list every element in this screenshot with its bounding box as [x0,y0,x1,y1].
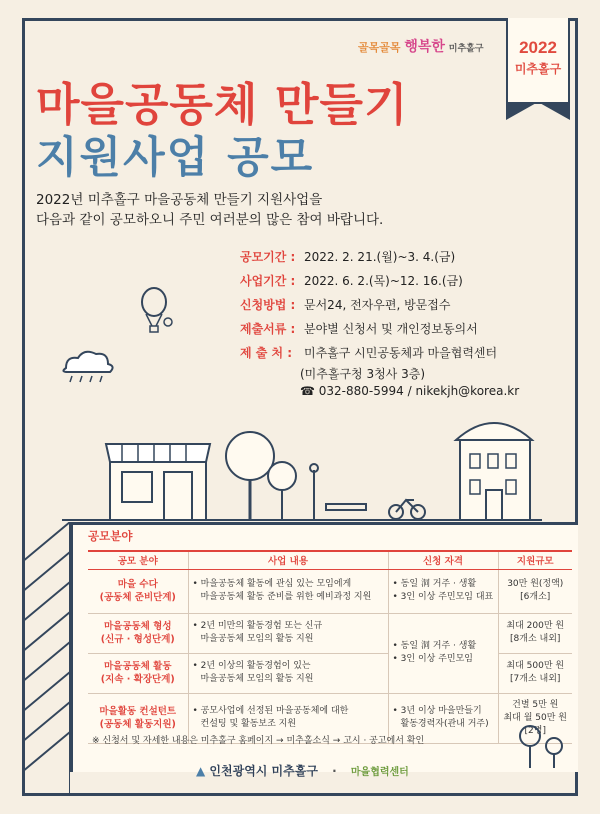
field-stage: (지속 · 확장단계) [100,674,175,685]
field-name: 마을공동체 형성 [103,621,172,632]
slogan-part2: 행복한 [404,39,445,55]
application-table [88,550,572,744]
plant-icon [510,712,570,772]
scale-line: [2명] [524,725,546,736]
info-row-period [240,244,560,268]
note-text: ※ 신청서 및 자세한 내용은 미추홀구 홈페이지 → 미추홀소식 → 고시 · 공고에서 확인 [92,736,425,746]
section-title: 공모분야 [88,529,133,543]
badge-year: 2022 [519,38,557,57]
content-cell [188,653,388,693]
footer [196,762,456,779]
balloon-icon [136,286,176,346]
badge-org: 미추홀구 [514,62,562,76]
town-illustration [22,380,578,530]
title-line2: 지원사업 공모 [36,133,315,183]
info-label: 신청방법 : [240,297,296,312]
scale-cell [498,653,572,693]
qual-line: • 동일 洞 거주 · 생활 [393,578,494,591]
footer-org: 인천광역시 미추홀구 [209,764,318,778]
intro-line1: 2022년 미추홀구 마을공동체 만들기 지원사업을 [36,192,323,208]
scale-line: 건별 5만 원 [512,699,559,710]
scale-cell [498,613,572,653]
table-row [88,569,572,613]
table-header: 사업 내용 [188,551,388,569]
info-row-docs [240,316,560,340]
title-line1: 마을공동체 만들기 [36,78,409,131]
content-line: 마을공동체 모임의 활동 지원 [200,634,314,644]
content-line: • 2년 이상의 활동경험이 있는 [193,660,384,673]
field-stage: (공동체 준비단계) [99,592,176,603]
info-label: 사업기간 : [240,273,296,288]
content-line: 컨설팅 및 활동보조 지원 [200,719,297,729]
field-stage: (신규 · 형성단계) [100,634,175,645]
qual-line: 활동경력자(관내 거주) [400,719,489,729]
scale-line: [7개소 내외] [510,674,561,684]
info-value: 2022. 6. 2.(목)~12. 16.(금) [304,273,463,288]
info-label: 공모기간 : [240,249,296,264]
content-cell [188,569,388,613]
scale-line: [8개소 내외] [510,634,561,644]
qualification-cell [388,613,498,693]
scale-cell [498,569,572,613]
info-value: 분야별 신청서 및 개인정보동의서 [304,321,478,336]
content-line: • 공모사업에 선정된 마을공동체에 대한 [193,705,384,718]
field-name: 마을활동 컨설턴트 [99,706,177,717]
qual-line: • 3년 이상 마을만들기 [393,705,494,718]
table-header: 공모 분야 [88,551,188,569]
info-value: 2022. 2. 21.(월)~3. 4.(금) [304,249,456,264]
info-label: 제 출 처 : [240,345,293,360]
table-header-row [88,551,572,569]
field-name: 마을 수다 [117,579,158,590]
info-value: 미추홀구 시민공동체과 마을협력센터 [304,345,498,360]
field-cell [88,653,188,693]
content-line: 마을공동체 활동 준비를 위한 예비과정 지원 [200,592,372,602]
info-row-method [240,292,560,316]
content-cell [188,613,388,653]
info-label: 제출서류 : [240,321,296,336]
qual-line: • 3인 이상 주민모임 [393,653,494,666]
footer-center: 마을협력센터 [350,767,409,778]
table-header: 신청 자격 [388,551,498,569]
intro-line2: 다음과 같이 공모하오니 주민 여러분의 많은 참여 바랍니다. [36,212,384,228]
intro-text [36,190,516,230]
scale-line: [6개소] [520,592,551,602]
slogan-part3: 미추홀구 [448,44,484,54]
slogan-part1: 골목골목 [358,41,401,54]
info-address: (미추홀구청 3청사 3층) [300,366,425,381]
table-row [88,653,572,693]
field-name: 마을공동체 활동 [103,661,172,672]
qual-line: • 3인 이상 주민모임 대표 [393,591,494,604]
table-row [88,613,572,653]
info-row-project [240,268,560,292]
content-line: • 2년 미만의 활동경험 또는 신규 [193,620,384,633]
year-badge [506,18,570,104]
qual-line: • 동일 洞 거주 · 생활 [393,640,494,653]
table-header: 지원규모 [498,551,572,569]
info-list [240,244,560,400]
scale-line: 최대 월 50만 원 [503,712,567,723]
content-line: 마을공동체 모임의 활동 지원 [200,674,314,684]
info-value: 문서24, 전자우편, 방문접수 [304,297,451,312]
slogan-logo [358,36,508,66]
scale-line: 최대 200만 원 [506,621,565,631]
stairs-decoration [22,522,70,794]
info-row-submit [240,340,560,364]
info-contact: ☎ 032-880-5994 / nikekjh@korea.kr [300,384,520,398]
footer-dot: · [332,764,337,778]
district-logo-icon: ▲ [196,764,206,778]
qualification-cell [388,569,498,613]
content-line: • 마을공동체 활동에 관심 있는 모임에게 [193,578,384,591]
field-cell [88,569,188,613]
field-cell [88,613,188,653]
field-stage: (공동체 활동지원) [99,719,176,730]
scale-line: 30만 원(정액) [507,579,564,589]
scale-line: 최대 500만 원 [506,661,565,671]
